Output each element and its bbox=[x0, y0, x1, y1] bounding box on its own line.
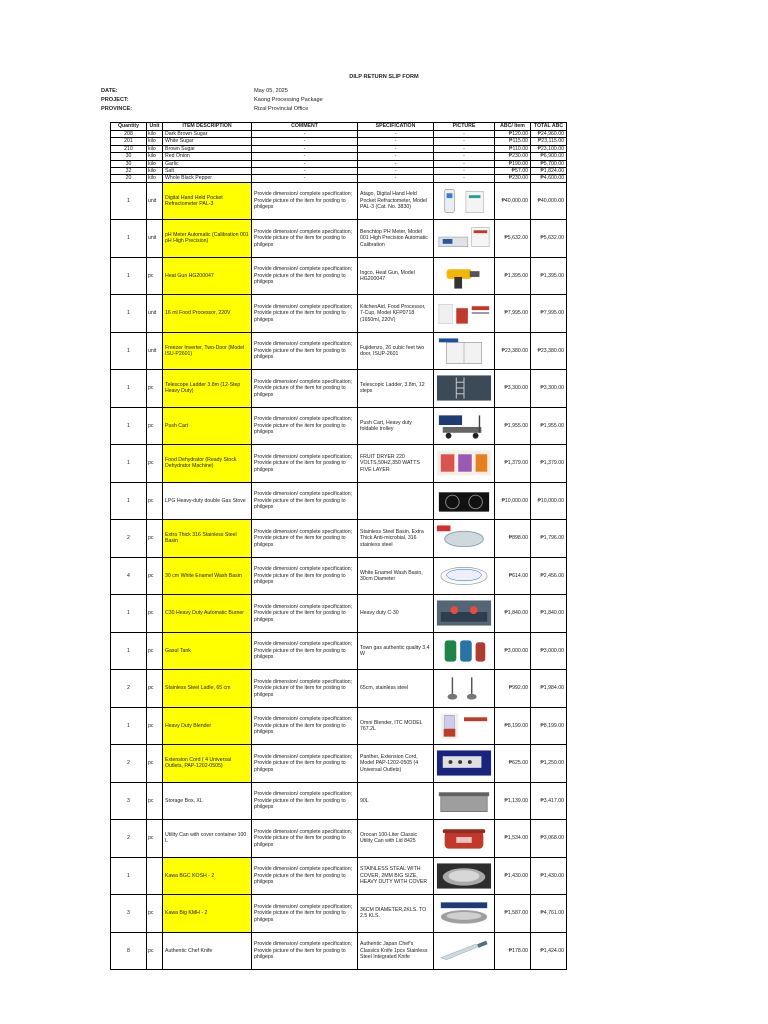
total-abc-cell: ₱1,840.00 bbox=[531, 595, 567, 633]
unit-cell: pc bbox=[147, 257, 163, 295]
comment-cell: Provide dimension/ complete specification; Provide picture of the item for posting to philgeps bbox=[252, 782, 358, 820]
total-abc-cell: ₱3,417.00 bbox=[531, 782, 567, 820]
header-unit: Unit bbox=[147, 123, 163, 131]
food-processor-photo bbox=[435, 298, 493, 328]
comment-cell: Provide dimension/ complete specification; Provide picture of the item for posting to philgeps bbox=[252, 445, 358, 483]
abc-per-item-cell: ₱1,395.00 bbox=[495, 257, 531, 295]
table-row bbox=[111, 782, 567, 820]
push-cart-photo bbox=[435, 411, 493, 441]
abc-per-item-cell: ₱230.00 bbox=[495, 153, 531, 160]
picture-cell: - bbox=[434, 160, 495, 167]
item-description-cell: pH Meter Automatic (Calibration 001 pH High Precision) bbox=[163, 220, 252, 258]
kawa-photo bbox=[435, 861, 493, 891]
quantity-cell: 30 bbox=[111, 153, 147, 160]
item-description-cell: Salt bbox=[163, 167, 252, 174]
return-slip-table bbox=[110, 122, 567, 970]
quantity-cell: 1 bbox=[111, 295, 147, 333]
item-description-cell: Utility Can with cover container 100 L bbox=[163, 820, 252, 858]
comment-cell: - bbox=[252, 131, 358, 138]
picture-cell bbox=[434, 182, 495, 220]
quantity-cell: 30 bbox=[111, 160, 147, 167]
abc-per-item-cell: ₱7,995.00 bbox=[495, 295, 531, 333]
item-description-cell: Gasul Tank bbox=[163, 632, 252, 670]
heat-gun-photo bbox=[435, 261, 493, 291]
item-description-cell: Authentic Chef Knife bbox=[163, 932, 252, 970]
table-row bbox=[111, 145, 567, 152]
quantity-cell: 2 bbox=[111, 745, 147, 783]
ph-meter-photo bbox=[435, 223, 493, 253]
picture-cell bbox=[434, 932, 495, 970]
picture-cell bbox=[434, 520, 495, 558]
specification-cell: Stainless Steel Basin, Extra Thick Anti-microbial, 316 stainless steel bbox=[358, 520, 434, 558]
quantity-cell: 1 bbox=[111, 220, 147, 258]
total-abc-cell: ₱5,700.00 bbox=[531, 160, 567, 167]
header-comment: COMMENT bbox=[252, 123, 358, 131]
picture-cell bbox=[434, 557, 495, 595]
table-row bbox=[111, 932, 567, 970]
unit-cell: pc bbox=[147, 745, 163, 783]
table-row bbox=[111, 445, 567, 483]
unit-cell: kilo bbox=[147, 138, 163, 145]
abc-per-item-cell: ₱3,300.00 bbox=[495, 370, 531, 408]
total-abc-cell: ₱1,984.00 bbox=[531, 670, 567, 708]
total-abc-cell: ₱1,430.00 bbox=[531, 857, 567, 895]
table-row bbox=[111, 167, 567, 174]
table-row bbox=[111, 407, 567, 445]
refractometer-photo bbox=[435, 186, 493, 216]
picture-cell bbox=[434, 707, 495, 745]
specification-cell: Atago, Digital Hand Held Pocket Refractometer, Model PAL-3 (Cat. No. 3830) bbox=[358, 182, 434, 220]
item-description-cell: Garlic bbox=[163, 160, 252, 167]
quantity-cell: 1 bbox=[111, 857, 147, 895]
total-abc-cell: ₱5,632.00 bbox=[531, 220, 567, 258]
comment-cell: Provide dimension/ complete specification; Provide picture of the item for posting to philgeps bbox=[252, 482, 358, 520]
total-abc-cell: ₱8,199.00 bbox=[531, 707, 567, 745]
picture-cell bbox=[434, 220, 495, 258]
item-description-cell: Digital Hand Held Pocket Refractometer PAL-3 bbox=[163, 182, 252, 220]
abc-per-item-cell: ₱23,380.00 bbox=[495, 332, 531, 370]
unit-cell: pc bbox=[147, 595, 163, 633]
abc-per-item-cell: ₱8,199.00 bbox=[495, 707, 531, 745]
total-abc-cell: ₱1,395.00 bbox=[531, 257, 567, 295]
quantity-cell: 4 bbox=[111, 557, 147, 595]
abc-per-item-cell: ₱120.00 bbox=[495, 131, 531, 138]
specification-cell: STAINLESS STEAL WITH COVER, 2MM BIG SIZE, HEAVY DUTY WITH COVER bbox=[358, 857, 434, 895]
burner-photo bbox=[435, 598, 493, 628]
item-description-cell: C30 Heavy Duty Automatic Burner bbox=[163, 595, 252, 633]
table-header-row bbox=[111, 123, 567, 131]
quantity-cell: 3 bbox=[111, 895, 147, 933]
total-abc-cell: ₱10,000.00 bbox=[531, 482, 567, 520]
quantity-cell: 2 bbox=[111, 670, 147, 708]
unit-cell: pc bbox=[147, 932, 163, 970]
specification-cell bbox=[358, 482, 434, 520]
item-description-cell: Extra Thick 316 Stainless Steel Basin bbox=[163, 520, 252, 558]
comment-cell: - bbox=[252, 160, 358, 167]
ladder-photo bbox=[435, 373, 493, 403]
table-body bbox=[111, 131, 567, 970]
specification-cell: 90L bbox=[358, 782, 434, 820]
table-row bbox=[111, 520, 567, 558]
comment-cell: - bbox=[252, 145, 358, 152]
comment-cell: Provide dimension/ complete specification; Provide picture of the item for posting to philgeps bbox=[252, 220, 358, 258]
table-row bbox=[111, 557, 567, 595]
item-description-cell: Brown Sugar bbox=[163, 145, 252, 152]
unit-cell: kilo bbox=[147, 131, 163, 138]
unit-cell: pc bbox=[147, 407, 163, 445]
picture-cell bbox=[434, 782, 495, 820]
quantity-cell: 1 bbox=[111, 707, 147, 745]
quantity-cell: 1 bbox=[111, 595, 147, 633]
unit-cell: kilo bbox=[147, 160, 163, 167]
comment-cell: - bbox=[252, 153, 358, 160]
project-label: PROJECT: bbox=[101, 97, 129, 103]
table-row bbox=[111, 370, 567, 408]
table-row bbox=[111, 295, 567, 333]
unit-cell: kilo bbox=[147, 145, 163, 152]
picture-cell bbox=[434, 407, 495, 445]
table-row bbox=[111, 175, 567, 182]
enamel-basin-photo bbox=[435, 561, 493, 591]
specification-cell: KitchenAid, Food Processor, 7-Cup, Model KFP0718 (1650ml, 220V) bbox=[358, 295, 434, 333]
item-description-cell: White Sugar bbox=[163, 138, 252, 145]
comment-cell: - bbox=[252, 175, 358, 182]
specification-cell: Town gas authentic quality 3.4 W bbox=[358, 632, 434, 670]
specification-cell: Benchtop PH Meter, Model 001 High Precision Automatic Calibration bbox=[358, 220, 434, 258]
item-description-cell: Kawa BGC KOSH - 2 bbox=[163, 857, 252, 895]
comment-cell: - bbox=[252, 167, 358, 174]
abc-per-item-cell: ₱5,632.00 bbox=[495, 220, 531, 258]
quantity-cell: 1 bbox=[111, 182, 147, 220]
ladle-photo bbox=[435, 673, 493, 703]
comment-cell: Provide dimension/ complete specification; Provide picture of the item for posting to philgeps bbox=[252, 632, 358, 670]
table-row bbox=[111, 332, 567, 370]
picture-cell bbox=[434, 370, 495, 408]
picture-cell bbox=[434, 857, 495, 895]
header-specification: SPECIFICATION bbox=[358, 123, 434, 131]
unit-cell: pc bbox=[147, 557, 163, 595]
header-quantity: Quantity bbox=[111, 123, 147, 131]
comment-cell: Provide dimension/ complete specification; Provide picture of the item for posting to philgeps bbox=[252, 557, 358, 595]
abc-per-item-cell: ₱1,955.00 bbox=[495, 407, 531, 445]
unit-cell: pc bbox=[147, 670, 163, 708]
item-description-cell: Push Cart bbox=[163, 407, 252, 445]
specification-cell: Panther, Extension Cord, Model PAP-1202-0505 (4 Universal Outlets) bbox=[358, 745, 434, 783]
total-abc-cell: ₱4,761.00 bbox=[531, 895, 567, 933]
comment-cell: Provide dimension/ complete specification; Provide picture of the item for posting to philgeps bbox=[252, 670, 358, 708]
abc-per-item-cell: ₱1,840.00 bbox=[495, 595, 531, 633]
quantity-cell: 2 bbox=[111, 820, 147, 858]
abc-per-item-cell: ₱115.00 bbox=[495, 138, 531, 145]
quantity-cell: 1 bbox=[111, 445, 147, 483]
table-row bbox=[111, 895, 567, 933]
specification-cell: - bbox=[358, 160, 434, 167]
specification-cell: FRUIT DRYER 220 VOLTS,50HZ,350 WATTS FIVE LAYER bbox=[358, 445, 434, 483]
total-abc-cell: ₱1,796.00 bbox=[531, 520, 567, 558]
total-abc-cell: ₱3,000.00 bbox=[531, 632, 567, 670]
header-abc-per-item: ABC/ Item bbox=[495, 123, 531, 131]
unit-cell: pc bbox=[147, 632, 163, 670]
quantity-cell: 1 bbox=[111, 257, 147, 295]
comment-cell: Provide dimension/ complete specification; Provide picture of the item for posting to philgeps bbox=[252, 895, 358, 933]
picture-cell: - bbox=[434, 131, 495, 138]
picture-cell: - bbox=[434, 167, 495, 174]
header-item-description: ITEM DESCRIPTION bbox=[163, 123, 252, 131]
picture-cell bbox=[434, 895, 495, 933]
item-description-cell: Stainless Steel Ladle, 65 cm bbox=[163, 670, 252, 708]
item-description-cell: Red Onion bbox=[163, 153, 252, 160]
picture-cell: - bbox=[434, 138, 495, 145]
unit-cell bbox=[147, 857, 163, 895]
total-abc-cell: ₱1,824.00 bbox=[531, 167, 567, 174]
dehydrator-photo bbox=[435, 448, 493, 478]
abc-per-item-cell: ₱10,000.00 bbox=[495, 482, 531, 520]
blender-photo bbox=[435, 711, 493, 741]
kawa-big-photo bbox=[435, 898, 493, 928]
abc-per-item-cell: ₱1,534.00 bbox=[495, 820, 531, 858]
picture-cell bbox=[434, 595, 495, 633]
chef-knife-photo bbox=[435, 936, 493, 966]
comment-cell: Provide dimension/ complete specification; Provide picture of the item for posting to philgeps bbox=[252, 257, 358, 295]
table-row bbox=[111, 220, 567, 258]
total-abc-cell: ₱7,995.00 bbox=[531, 295, 567, 333]
picture-cell bbox=[434, 745, 495, 783]
specification-cell: - bbox=[358, 167, 434, 174]
quantity-cell: 1 bbox=[111, 482, 147, 520]
total-abc-cell: ₱1,955.00 bbox=[531, 407, 567, 445]
abc-per-item-cell: ₱40,000.00 bbox=[495, 182, 531, 220]
total-abc-cell: ₱1,424.00 bbox=[531, 932, 567, 970]
comment-cell: Provide dimension/ complete specification; Provide picture of the item for posting to philgeps bbox=[252, 857, 358, 895]
comment-cell: Provide dimension/ complete specification; Provide picture of the item for posting to philgeps bbox=[252, 932, 358, 970]
quantity-cell: 3 bbox=[111, 782, 147, 820]
comment-cell: Provide dimension/ complete specification; Provide picture of the item for posting to philgeps bbox=[252, 295, 358, 333]
picture-cell bbox=[434, 295, 495, 333]
item-description-cell: Heat Gun HG200047 bbox=[163, 257, 252, 295]
unit-cell: pc bbox=[147, 370, 163, 408]
abc-per-item-cell: ₱57.00 bbox=[495, 167, 531, 174]
total-abc-cell: ₱23,100.00 bbox=[531, 145, 567, 152]
table-row bbox=[111, 182, 567, 220]
specification-cell: Omni Blender, ITC MODEL 767.2L bbox=[358, 707, 434, 745]
picture-cell: - bbox=[434, 175, 495, 182]
comment-cell: - bbox=[252, 138, 358, 145]
item-description-cell: Freezer Inverter, Two-Door (Model ISU-P2601) bbox=[163, 332, 252, 370]
unit-cell: pc bbox=[147, 895, 163, 933]
form-title: DILP RETURN SLIP FORM bbox=[349, 74, 419, 80]
quantity-cell: 1 bbox=[111, 370, 147, 408]
unit-cell: unit bbox=[147, 332, 163, 370]
extension-cord-photo bbox=[435, 748, 493, 778]
picture-cell bbox=[434, 445, 495, 483]
quantity-cell: 208 bbox=[111, 131, 147, 138]
unit-cell: pc bbox=[147, 482, 163, 520]
gas-stove-photo bbox=[435, 486, 493, 516]
specification-cell: Push Cart, Heavy duty foldable trolley bbox=[358, 407, 434, 445]
comment-cell: Provide dimension/ complete specification; Provide picture of the item for posting to philgeps bbox=[252, 820, 358, 858]
total-abc-cell: ₱1,250.00 bbox=[531, 745, 567, 783]
unit-cell: kilo bbox=[147, 153, 163, 160]
table-row bbox=[111, 632, 567, 670]
specification-cell: - bbox=[358, 138, 434, 145]
quantity-cell: 1 bbox=[111, 632, 147, 670]
specification-cell: - bbox=[358, 145, 434, 152]
quantity-cell: 2 bbox=[111, 520, 147, 558]
abc-per-item-cell: ₱1,139.00 bbox=[495, 782, 531, 820]
abc-per-item-cell: ₱898.00 bbox=[495, 520, 531, 558]
specification-cell: - bbox=[358, 175, 434, 182]
quantity-cell: 32 bbox=[111, 167, 147, 174]
table-row bbox=[111, 482, 567, 520]
abc-per-item-cell: ₱1,430.00 bbox=[495, 857, 531, 895]
abc-per-item-cell: ₱992.00 bbox=[495, 670, 531, 708]
specification-cell: - bbox=[358, 131, 434, 138]
table-row bbox=[111, 131, 567, 138]
unit-cell: unit bbox=[147, 295, 163, 333]
storage-box-photo bbox=[435, 786, 493, 816]
picture-cell bbox=[434, 820, 495, 858]
specification-cell: - bbox=[358, 153, 434, 160]
quantity-cell: 20 bbox=[111, 175, 147, 182]
header-total-abc: TOTAL ABC bbox=[531, 123, 567, 131]
picture-cell: - bbox=[434, 153, 495, 160]
comment-cell: Provide dimension/ complete specification; Provide picture of the item for posting to philgeps bbox=[252, 182, 358, 220]
table-row bbox=[111, 153, 567, 160]
abc-per-item-cell: ₱625.00 bbox=[495, 745, 531, 783]
picture-cell bbox=[434, 670, 495, 708]
specification-cell: Authentic Japan Chef's Classics Knife 1pcs Stainless Steel Integrated Knife bbox=[358, 932, 434, 970]
quantity-cell: 8 bbox=[111, 932, 147, 970]
total-abc-cell: ₱3,068.00 bbox=[531, 820, 567, 858]
comment-cell: Provide dimension/ complete specification; Provide picture of the item for posting to philgeps bbox=[252, 707, 358, 745]
picture-cell bbox=[434, 482, 495, 520]
table-row bbox=[111, 160, 567, 167]
quantity-cell: 1 bbox=[111, 407, 147, 445]
unit-cell: unit bbox=[147, 220, 163, 258]
picture-cell: - bbox=[434, 145, 495, 152]
abc-per-item-cell: ₱1,379.00 bbox=[495, 445, 531, 483]
abc-per-item-cell: ₱190.00 bbox=[495, 160, 531, 167]
abc-per-item-cell: ₱1,587.00 bbox=[495, 895, 531, 933]
unit-cell: pc bbox=[147, 707, 163, 745]
item-description-cell: Food Dehydrator (Ready Stock Dehydrator Machine) bbox=[163, 445, 252, 483]
abc-per-item-cell: ₱230.00 bbox=[495, 175, 531, 182]
item-description-cell: Telescope Ladder 3.8m (12-Step Heavy Duty) bbox=[163, 370, 252, 408]
province-label: PROVINCE: bbox=[101, 106, 133, 112]
comment-cell: Provide dimension/ complete specification; Provide picture of the item for posting to philgeps bbox=[252, 407, 358, 445]
specification-cell: 65cm, stainless steel bbox=[358, 670, 434, 708]
header-picture: PICTURE bbox=[434, 123, 495, 131]
item-description-cell: Storage Box, XL bbox=[163, 782, 252, 820]
abc-per-item-cell: ₱178.00 bbox=[495, 932, 531, 970]
item-description-cell: 30 cm White Enamel Wash Basin bbox=[163, 557, 252, 595]
specification-cell: 36CM DIAMETER,2KLS. TO 2.5 KLS. bbox=[358, 895, 434, 933]
unit-cell: pc bbox=[147, 782, 163, 820]
quantity-cell: 1 bbox=[111, 332, 147, 370]
unit-cell: kilo bbox=[147, 175, 163, 182]
abc-per-item-cell: ₱110.00 bbox=[495, 145, 531, 152]
table-row bbox=[111, 670, 567, 708]
total-abc-cell: ₱23,380.00 bbox=[531, 332, 567, 370]
total-abc-cell: ₱1,379.00 bbox=[531, 445, 567, 483]
item-description-cell: Dark Brown Sugar bbox=[163, 131, 252, 138]
total-abc-cell: ₱4,600.00 bbox=[531, 175, 567, 182]
specification-cell: Orocan 100-Liter Classic Utility Can with Lid 8425 bbox=[358, 820, 434, 858]
utility-can-photo bbox=[435, 823, 493, 853]
unit-cell: kilo bbox=[147, 167, 163, 174]
picture-cell bbox=[434, 332, 495, 370]
specification-cell: White Enamel Wash Basin, 30cm Diameter bbox=[358, 557, 434, 595]
total-abc-cell: ₱23,115.00 bbox=[531, 138, 567, 145]
table-row bbox=[111, 857, 567, 895]
comment-cell: Provide dimension/ complete specification; Provide picture of the item for posting to philgeps bbox=[252, 370, 358, 408]
table-row bbox=[111, 707, 567, 745]
table-row bbox=[111, 138, 567, 145]
comment-cell: Provide dimension/ complete specification; Provide picture of the item for posting to philgeps bbox=[252, 595, 358, 633]
comment-cell: Provide dimension/ complete specification; Provide picture of the item for posting to philgeps bbox=[252, 520, 358, 558]
total-abc-cell: ₱2,456.00 bbox=[531, 557, 567, 595]
unit-cell: pc bbox=[147, 520, 163, 558]
comment-cell: Provide dimension/ complete specification; Provide picture of the item for posting to philgeps bbox=[252, 332, 358, 370]
item-description-cell: Whole Black Pepper bbox=[163, 175, 252, 182]
quantity-cell: 201 bbox=[111, 138, 147, 145]
date-label: DATE: bbox=[101, 88, 118, 94]
steel-basin-photo bbox=[435, 523, 493, 553]
picture-cell bbox=[434, 632, 495, 670]
item-description-cell: 16 ml Food Processor, 220V bbox=[163, 295, 252, 333]
unit-cell: pc bbox=[147, 445, 163, 483]
item-description-cell: Kawa Big KMH - 2 bbox=[163, 895, 252, 933]
item-description-cell: Extension Cord ( 4 Universal Outlets, PAP-1202-0505) bbox=[163, 745, 252, 783]
table-row bbox=[111, 745, 567, 783]
freezer-photo bbox=[435, 336, 493, 366]
quantity-cell: 210 bbox=[111, 145, 147, 152]
total-abc-cell: ₱3,300.00 bbox=[531, 370, 567, 408]
comment-cell: Provide dimension/ complete specification; Provide picture of the item for posting to philgeps bbox=[252, 745, 358, 783]
table-row bbox=[111, 820, 567, 858]
specification-cell: Telescopic Ladder, 3.8m, 12 steps bbox=[358, 370, 434, 408]
abc-per-item-cell: ₱3,000.00 bbox=[495, 632, 531, 670]
gas-tank-photo bbox=[435, 636, 493, 666]
province-value: Rizal Provincial Office bbox=[254, 106, 309, 112]
specification-cell: Heavy duty C-30 bbox=[358, 595, 434, 633]
table-row bbox=[111, 595, 567, 633]
specification-cell: Ingco, Heat Gun, Model HG200047 bbox=[358, 257, 434, 295]
date-value: May 05, 2025 bbox=[254, 88, 288, 94]
unit-cell: pc bbox=[147, 820, 163, 858]
unit-cell: unit bbox=[147, 182, 163, 220]
item-description-cell: Heavy Duty Blender bbox=[163, 707, 252, 745]
specification-cell: Fujidenzo, 26 cubic feet two door, ISUP-2601 bbox=[358, 332, 434, 370]
project-value: Kaong Processing Package bbox=[254, 97, 323, 103]
table-row bbox=[111, 257, 567, 295]
total-abc-cell: ₱24,960.00 bbox=[531, 131, 567, 138]
abc-per-item-cell: ₱614.00 bbox=[495, 557, 531, 595]
total-abc-cell: ₱6,900.00 bbox=[531, 153, 567, 160]
item-description-cell: LPG Heavy-duty double Gas Stove bbox=[163, 482, 252, 520]
picture-cell bbox=[434, 257, 495, 295]
total-abc-cell: ₱40,000.00 bbox=[531, 182, 567, 220]
